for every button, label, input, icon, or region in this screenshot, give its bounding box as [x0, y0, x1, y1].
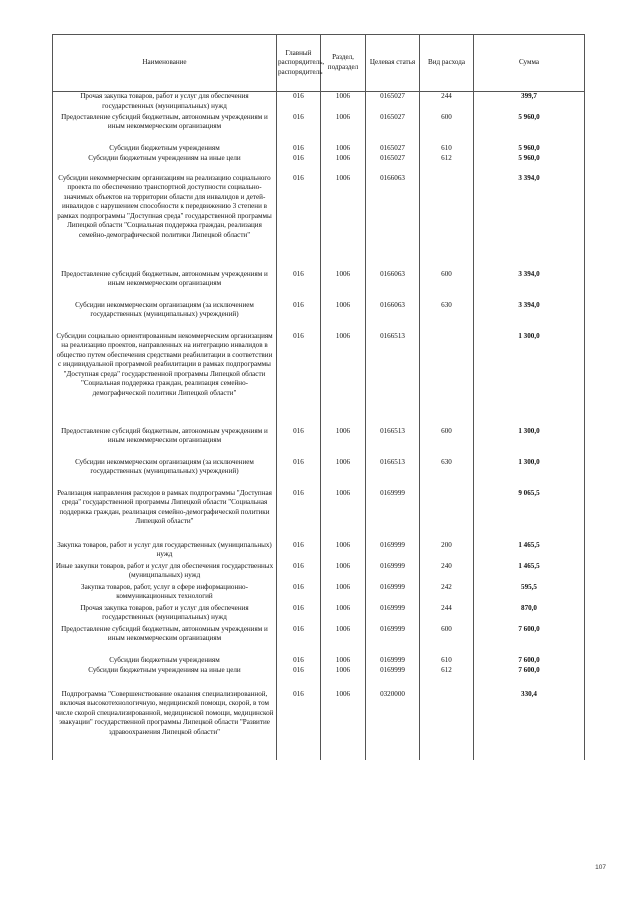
row-name: Закупка товаров, работ, услуг в сфере информационно-коммуникационных технологий	[53, 583, 277, 604]
row-section: 1006	[321, 92, 366, 113]
row-section: 1006	[321, 489, 366, 541]
table-row	[53, 562, 585, 583]
row-target: 0165027	[366, 154, 420, 174]
row-target: 0165027	[366, 144, 420, 154]
row-name: Субсидии социально ориентированным некоммерческим организациям на реализацию проектов, направленных на интеграцию инвалидов в общество путем обеспечения средствами реабилитации в соответствии с индивидуальной программой реабилитации в рамках подпрограммы "Доступная среда" государственной программы Липецкой области "Социальная поддержка граждан, реализация семейно-демографической политики Липецкой области"	[53, 332, 277, 427]
row-admin: 016	[277, 144, 321, 154]
row-name: Иные закупки товаров, работ и услуг для обеспечения государственных (муниципальных) нужд	[53, 562, 277, 583]
row-type: 600	[420, 427, 474, 458]
table-row	[53, 427, 585, 458]
row-section: 1006	[321, 301, 366, 332]
row-admin: 016	[277, 92, 321, 113]
row-name: Реализация направления расходов в рамках подпрограммы "Доступная среда" государственной программы Липецкой области "Социальная поддержка граждан, реализация семейно-демографической политики Липецкой области"	[53, 489, 277, 541]
header-target: Целевая статья	[366, 35, 420, 92]
row-admin: 016	[277, 332, 321, 427]
row-admin: 016	[277, 174, 321, 270]
header-main-admin: Главный распорядитель, распорядитель	[277, 35, 321, 92]
row-section: 1006	[321, 690, 366, 760]
header-section: Раздел, подраздел	[321, 35, 366, 92]
row-name: Субсидии бюджетным учреждениям	[53, 656, 277, 666]
row-admin: 016	[277, 154, 321, 174]
row-type: 242	[420, 583, 474, 604]
row-target: 0166063	[366, 301, 420, 332]
row-type	[420, 174, 474, 270]
row-admin: 016	[277, 562, 321, 583]
row-section: 1006	[321, 144, 366, 154]
table-header-row	[53, 35, 585, 92]
row-sum: 5 960,0	[474, 144, 585, 154]
row-type: 612	[420, 154, 474, 174]
row-admin: 016	[277, 625, 321, 656]
table-row	[53, 656, 585, 666]
row-target: 0169999	[366, 625, 420, 656]
row-sum: 7 600,0	[474, 656, 585, 666]
row-section: 1006	[321, 427, 366, 458]
row-admin: 016	[277, 604, 321, 625]
row-sum: 5 960,0	[474, 113, 585, 144]
row-type	[420, 690, 474, 760]
table-row	[53, 625, 585, 656]
row-sum: 3 394,0	[474, 174, 585, 270]
table-row	[53, 666, 585, 690]
row-admin: 016	[277, 301, 321, 332]
row-section: 1006	[321, 332, 366, 427]
row-target: 0169999	[366, 583, 420, 604]
row-name: Субсидии некоммерческим организациям (за исключением государственных (муниципальных) учреждений)	[53, 301, 277, 332]
row-name: Предоставление субсидий бюджетным, автономным учреждениям и иным некоммерческим организациям	[53, 270, 277, 301]
table-row	[53, 489, 585, 541]
row-target: 0165027	[366, 92, 420, 113]
row-type	[420, 489, 474, 541]
row-sum: 3 394,0	[474, 270, 585, 301]
row-section: 1006	[321, 562, 366, 583]
row-target: 0169999	[366, 541, 420, 562]
row-name: Прочая закупка товаров, работ и услуг для обеспечения государственных (муниципальных) нужд	[53, 92, 277, 113]
table-row	[53, 301, 585, 332]
row-sum: 330,4	[474, 690, 585, 760]
row-name: Субсидии бюджетным учреждениям	[53, 144, 277, 154]
row-admin: 016	[277, 583, 321, 604]
header-name: Наименование	[53, 35, 277, 92]
row-name: Закупка товаров, работ и услуг для государственных (муниципальных) нужд	[53, 541, 277, 562]
row-type: 244	[420, 604, 474, 625]
row-target: 0169999	[366, 562, 420, 583]
table-row	[53, 604, 585, 625]
table-row	[53, 690, 585, 760]
row-name: Предоставление субсидий бюджетным, автономным учреждениям и иным некоммерческим организациям	[53, 427, 277, 458]
row-target: 0166513	[366, 332, 420, 427]
table-row	[53, 541, 585, 562]
header-expense-type: Вид расхода	[420, 35, 474, 92]
table-row	[53, 113, 585, 144]
row-name: Субсидии некоммерческим организациям (за исключением государственных (муниципальных) учреждений)	[53, 458, 277, 489]
row-name: Субсидии некоммерческим организациям на реализацию социального проекта по обеспечению транспортной доступности социально-значимых объектов на территории области для инвалидов и детей-инвалидов с нарушением способности к передвижению 3 степени в рамках подпрограммы "Доступная среда" государственной программы Липецкой области "Социальная поддержка граждан, реализация семейно-демографической политики Липецкой области"	[53, 174, 277, 270]
row-section: 1006	[321, 174, 366, 270]
row-section: 1006	[321, 666, 366, 690]
row-sum: 1 300,0	[474, 458, 585, 489]
row-target: 0169999	[366, 489, 420, 541]
row-type: 240	[420, 562, 474, 583]
row-name: Предоставление субсидий бюджетным, автономным учреждениям и иным некоммерческим организациям	[53, 625, 277, 656]
row-name: Субсидии бюджетным учреждениям на иные цели	[53, 666, 277, 690]
row-admin: 016	[277, 489, 321, 541]
row-type: 610	[420, 144, 474, 154]
row-sum: 1 465,5	[474, 562, 585, 583]
row-target: 0165027	[366, 113, 420, 144]
row-name: Субсидии бюджетным учреждениям на иные цели	[53, 154, 277, 174]
table-row	[53, 174, 585, 270]
row-sum: 9 065,5	[474, 489, 585, 541]
row-name: Прочая закупка товаров, работ и услуг для обеспечения государственных (муниципальных) нужд	[53, 604, 277, 625]
row-sum: 870,0	[474, 604, 585, 625]
row-target: 0169999	[366, 656, 420, 666]
row-admin: 016	[277, 113, 321, 144]
row-admin: 016	[277, 458, 321, 489]
row-section: 1006	[321, 154, 366, 174]
row-admin: 016	[277, 541, 321, 562]
budget-table	[52, 34, 585, 760]
row-section: 1006	[321, 656, 366, 666]
header-sum: Сумма	[474, 35, 585, 92]
row-sum: 1 465,5	[474, 541, 585, 562]
row-type: 600	[420, 625, 474, 656]
row-section: 1006	[321, 541, 366, 562]
row-section: 1006	[321, 270, 366, 301]
row-sum: 595,5	[474, 583, 585, 604]
table-row	[53, 458, 585, 489]
row-section: 1006	[321, 604, 366, 625]
table-row	[53, 92, 585, 113]
row-type: 612	[420, 666, 474, 690]
row-section: 1006	[321, 583, 366, 604]
table-row	[53, 583, 585, 604]
row-sum: 7 600,0	[474, 625, 585, 656]
row-type: 630	[420, 458, 474, 489]
row-type: 244	[420, 92, 474, 113]
row-admin: 016	[277, 270, 321, 301]
row-name: Подпрограмма "Совершенствование оказания специализированной, включая высокотехнологичную, медицинской помощи, скорой, в том числе скорой специализированной, медицинской помощи, медицинской эвакуации" государственной программы Липецкой области "Развитие здравоохранения Липецкой области"	[53, 690, 277, 760]
row-target: 0169999	[366, 666, 420, 690]
row-target: 0166063	[366, 270, 420, 301]
row-admin: 016	[277, 656, 321, 666]
table-row	[53, 154, 585, 174]
row-type: 630	[420, 301, 474, 332]
row-type: 600	[420, 270, 474, 301]
row-target: 0166513	[366, 458, 420, 489]
row-section: 1006	[321, 458, 366, 489]
page-number: 107	[595, 864, 606, 871]
row-sum: 1 300,0	[474, 332, 585, 427]
table-row	[53, 270, 585, 301]
row-type: 610	[420, 656, 474, 666]
row-section: 1006	[321, 625, 366, 656]
row-admin: 016	[277, 666, 321, 690]
row-sum: 5 960,0	[474, 154, 585, 174]
row-sum: 3 394,0	[474, 301, 585, 332]
row-target: 0166513	[366, 427, 420, 458]
row-admin: 016	[277, 690, 321, 760]
row-admin: 016	[277, 427, 321, 458]
row-type: 200	[420, 541, 474, 562]
row-sum: 399,7	[474, 92, 585, 113]
row-name: Предоставление субсидий бюджетным, автономным учреждениям и иным некоммерческим организациям	[53, 113, 277, 144]
row-target: 0320000	[366, 690, 420, 760]
row-sum: 7 600,0	[474, 666, 585, 690]
row-section: 1006	[321, 113, 366, 144]
row-sum: 1 300,0	[474, 427, 585, 458]
row-type: 600	[420, 113, 474, 144]
row-target: 0169999	[366, 604, 420, 625]
table-row	[53, 332, 585, 427]
row-target: 0166063	[366, 174, 420, 270]
table-row	[53, 144, 585, 154]
row-type	[420, 332, 474, 427]
